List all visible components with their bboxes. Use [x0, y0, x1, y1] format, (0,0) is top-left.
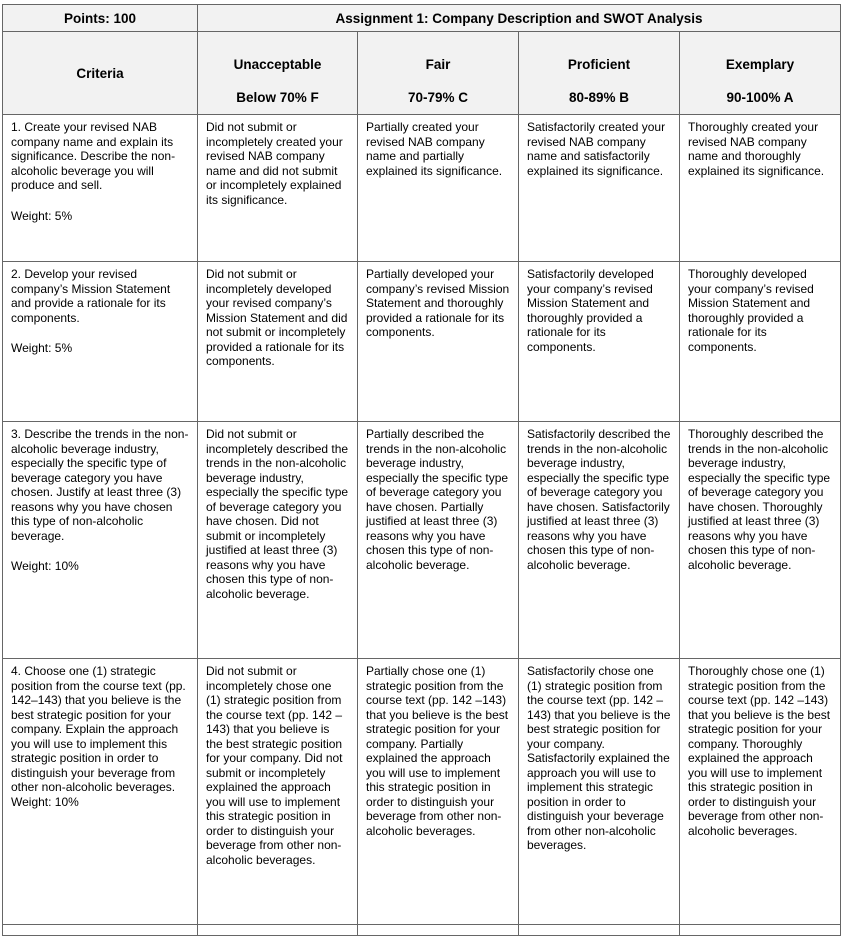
level-grade: 80-89% B: [568, 90, 630, 105]
criterion-text: 4. Choose one (1) strategic position from the course text (pp. 142–143) that you believe is the best strategic position for your company. Explain the approach you will use to implement this strategic position in order to distinguish your beverage from other non-alcoholic beverages.: [11, 664, 186, 794]
rubric-cell-exemplary: Thoroughly developed your company’s revised Mission Statement and thoroughly provided a rationale for its components.: [680, 262, 841, 422]
table-row: [3, 659, 841, 925]
criteria-header: Criteria: [3, 32, 198, 115]
criterion-text: 1. Create your revised NAB company name and explain its significance. Describe the non-alcoholic beverage you will produce and sell.: [11, 120, 176, 192]
rubric-cell-unacceptable: Did not submit or incompletely described the trends in the non-alcoholic beverage industry, especially the specific type of beverage category you have chosen. Did not submit or incompletely justified at least three (3) reasons why you have chosen this type of non-alcoholic beverage.: [198, 422, 358, 659]
level-name: Exemplary: [725, 57, 795, 72]
empty-cell: [519, 925, 680, 936]
rubric-cell-unacceptable: Did not submit or incompletely chose one (1) strategic position from the course text (pp. 142 –143) that you believe is the best strategic position for your company. Did not submit or incompletely explained the approach you will use to implement this strategic position in order to distinguish your beverage from other non-alcoholic beverages.: [198, 659, 358, 925]
empty-cell: [198, 925, 358, 936]
rubric-cell-fair: Partially developed your company’s revised Mission Statement and thoroughly provided a rationale for its components.: [358, 262, 519, 422]
rubric-cell-proficient: Satisfactorily created your revised NAB company name and satisfactorily explained its significance.: [519, 115, 680, 262]
criterion-weight: Weight: 10%: [11, 794, 79, 809]
criterion-text: 2. Develop your revised company’s Mission Statement and provide a rationale for its components.: [11, 267, 171, 325]
rubric-cell-exemplary: Thoroughly created your revised NAB company name and thoroughly explained its significance.: [680, 115, 841, 262]
rubric-cell-fair: Partially described the trends in the non-alcoholic beverage industry, especially the specific type of beverage category you have chosen. Partially justified at least three (3) reasons why you have chosen this type of non-alcoholic beverage.: [358, 422, 519, 659]
table-row-continued: [3, 925, 841, 936]
rubric-cell-fair: Partially created your revised NAB company name and partially explained its significance.: [358, 115, 519, 262]
criterion-text: 3. Describe the trends in the non-alcoholic beverage industry, especially the specific type of beverage category you have chosen. Justify at least three (3) reasons why you have chosen this type of non-alcoholic beverage.: [11, 427, 189, 543]
criterion-cell: [3, 115, 198, 262]
empty-cell: [680, 925, 841, 936]
rubric-cell-proficient: Satisfactorily chose one (1) strategic position from the course text (pp. 142 –143) that you believe is the best strategic position for your company. Satisfactorily explained the approach you will use to implement this strategic position in order to distinguish your beverage from other non-alcoholic beverages.: [519, 659, 680, 925]
rubric-cell-exemplary: Thoroughly chose one (1) strategic position from the course text (pp. 142 –143) that you believe is the best strategic position for your company. Thoroughly explained the approach you will use to implement this strategic position in order to distinguish your beverage from other non-alcoholic beverages.: [680, 659, 841, 925]
level-proficient: [519, 32, 680, 115]
criterion-weight: Weight: 10%: [11, 559, 79, 573]
rubric-cell-unacceptable: Did not submit or incompletely created your revised NAB company name and did not submit or incompletely explained its significance.: [198, 115, 358, 262]
rubric-cell-unacceptable: Did not submit or incompletely developed your revised company’s Mission Statement and did not submit or incompletely provided a rationale for its components.: [198, 262, 358, 422]
levels-row: [3, 32, 841, 115]
level-name: Fair: [425, 57, 451, 72]
level-name: Unacceptable: [233, 57, 322, 72]
level-fair: [358, 32, 519, 115]
criterion-weight: Weight: 5%: [11, 208, 73, 223]
criterion-cell: [3, 659, 198, 925]
level-name: Proficient: [567, 57, 631, 72]
title-row: [3, 5, 841, 32]
rubric-cell-proficient: Satisfactorily developed your company’s revised Mission Statement and thoroughly provided a rationale for its components.: [519, 262, 680, 422]
table-row: [3, 115, 841, 262]
rubric-cell-proficient: Satisfactorily described the trends in the non-alcoholic beverage industry, especially the specific type of beverage category you have chosen. Satisfactorily justified at least three (3) reasons why you have chosen this type of non-alcoholic beverage.: [519, 422, 680, 659]
criterion-cell: [3, 262, 198, 422]
assignment-title: Assignment 1: Company Description and SWOT Analysis: [198, 5, 841, 32]
points-cell: Points: 100: [3, 5, 198, 32]
criterion-cell: [3, 422, 198, 659]
table-row: [3, 262, 841, 422]
level-unacceptable: [198, 32, 358, 115]
rubric-table: [2, 4, 841, 936]
criterion-weight: Weight: 5%: [11, 341, 73, 355]
level-grade: Below 70% F: [236, 90, 319, 105]
rubric-cell-exemplary: Thoroughly described the trends in the non-alcoholic beverage industry, especially the specific type of beverage category you have chosen. Thoroughly justified at least three (3) reasons why you have chosen this type of non-alcoholic beverage.: [680, 422, 841, 659]
level-exemplary: [680, 32, 841, 115]
empty-cell: [358, 925, 519, 936]
rubric-cell-fair: Partially chose one (1) strategic position from the course text (pp. 142 –143) that you believe is the best strategic position for your company. Partially explained the approach you will use to implement this strategic position in order to distinguish your beverage from other non-alcoholic beverages.: [358, 659, 519, 925]
empty-cell: [3, 925, 198, 936]
level-grade: 70-79% C: [407, 90, 469, 105]
table-row: [3, 422, 841, 659]
level-grade: 90-100% A: [726, 90, 794, 105]
